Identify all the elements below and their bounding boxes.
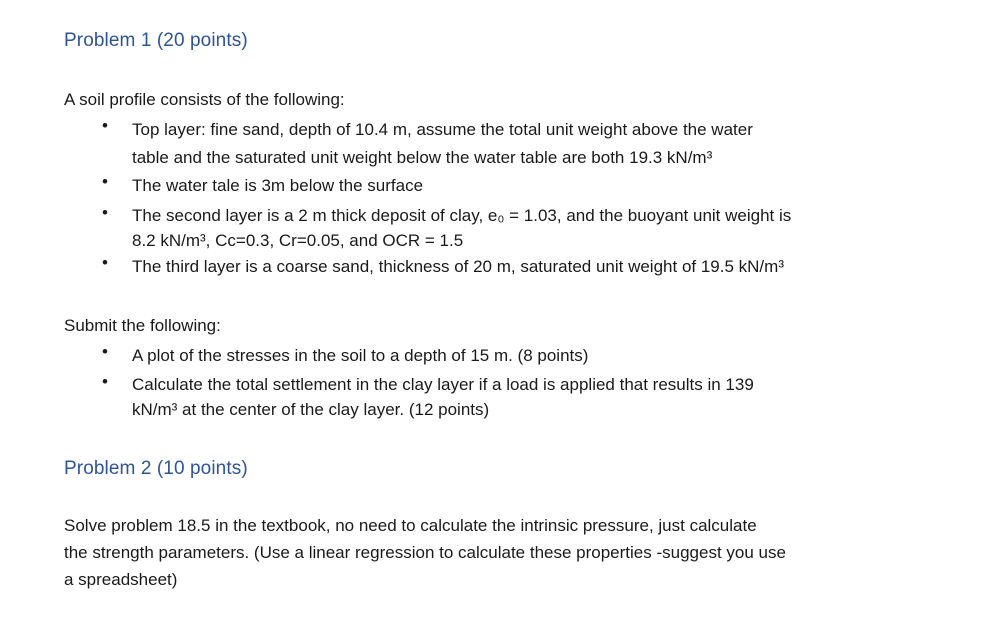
paragraph-line: Solve problem 18.5 in the textbook, no need to calculate the intrinsic pressure, just calculate — [64, 516, 757, 535]
list-item-line: Calculate the total settlement in the clay layer if a load is applied that results in 139 — [132, 375, 754, 394]
bullet-icon: • — [102, 203, 108, 222]
paragraph-line: the strength parameters. (Use a linear regression to calculate these properties -suggest you use — [64, 543, 786, 562]
problem-1-intro: A soil profile consists of the following: — [64, 90, 345, 109]
bullet-icon: • — [102, 172, 108, 191]
submit-list — [64, 342, 944, 422]
list-item — [64, 372, 944, 422]
list-item — [64, 172, 944, 200]
list-item — [64, 253, 944, 281]
list-item-line: The third layer is a coarse sand, thickness of 20 m, saturated unit weight of 19.5 kN/m³ — [132, 257, 784, 276]
bullet-icon: • — [102, 342, 108, 361]
bullet-icon: • — [102, 116, 108, 135]
problem-2-body — [64, 512, 786, 593]
list-item — [64, 342, 944, 370]
list-item-line: The second layer is a 2 m thick deposit of clay, e₀ = 1.03, and the buoyant unit weight is — [132, 206, 792, 225]
list-item-line: table and the saturated unit weight below the water table are both 19.3 kN/m³ — [132, 148, 713, 167]
bullet-icon: • — [102, 253, 108, 272]
paragraph-line: a spreadsheet) — [64, 570, 178, 589]
list-item-line: A plot of the stresses in the soil to a depth of 15 m. (8 points) — [132, 346, 589, 365]
list-item-line: kN/m³ at the center of the clay layer. (12 points) — [132, 400, 490, 419]
list-item-line: Top layer: fine sand, depth of 10.4 m, assume the total unit weight above the water — [132, 120, 753, 139]
soil-layer-list — [64, 116, 944, 281]
list-item — [64, 116, 944, 172]
bullet-icon: • — [102, 372, 108, 391]
problem-1-heading: Problem 1 (20 points) — [64, 30, 248, 51]
list-item-line: 8.2 kN/m³, Cc=0.3, Cr=0.05, and OCR = 1.5 — [132, 231, 464, 250]
submit-intro: Submit the following: — [64, 316, 221, 335]
problem-2-heading: Problem 2 (10 points) — [64, 458, 248, 479]
list-item — [64, 203, 944, 253]
list-item-line: The water tale is 3m below the surface — [132, 176, 424, 195]
